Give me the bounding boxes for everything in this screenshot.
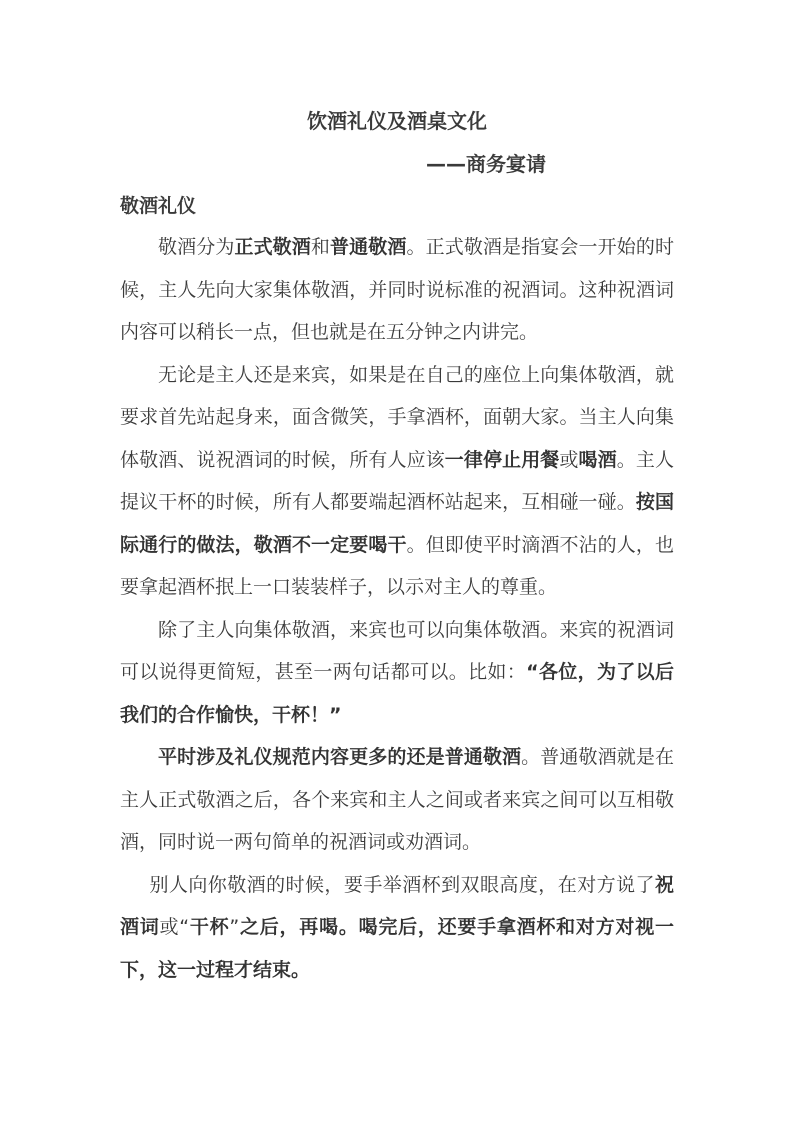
bold-text: 平时涉及礼仪规范内容更多的还是普通敬酒	[158, 746, 522, 768]
paragraph	[120, 354, 674, 609]
paragraph-text: 无论是主人还是来宾，如果是在自己的座位上向集体敬酒，就要求首先站起身来，面含微笑，手拿酒杯，面朝大家。当主人向集体敬酒、说祝酒词的时候，所有人应该	[120, 363, 674, 471]
bold-text: 喝酒	[578, 448, 617, 471]
document-subtitle: ——商务宴请	[426, 152, 546, 176]
paragraph-text: 或	[559, 448, 579, 471]
bold-text: “各位，为了以后我们的合作愉快，干杯！”	[120, 661, 674, 726]
bold-text: 干杯	[189, 916, 230, 938]
paragraph-text: 。普通敬酒就是在主人正式敬酒之后，各个来宾和主人之间或者来宾之间可以互相敬酒，同时说一两句简单的祝酒词或劝酒词。	[120, 746, 674, 853]
paragraph-text: 和	[310, 236, 331, 258]
paragraph-text: 敬酒分为	[158, 236, 235, 258]
document-title: 饮酒礼仪及酒桌文化	[307, 109, 487, 133]
paragraph	[120, 864, 674, 992]
paragraph-text: 。但即使平时滴酒不沾的人，也要拿起酒杯抿上一口装装样子，以示对主人的尊重。	[120, 533, 674, 598]
paragraph-text: 。主人提议干杯的时候，所有人都要端起酒杯站起来，互相碰一碰。	[120, 448, 674, 513]
paragraph	[120, 736, 674, 864]
bold-text: 一律停止用餐	[444, 448, 560, 471]
bold-text: 普通敬酒	[330, 236, 407, 258]
paragraph-text: ”	[229, 916, 240, 938]
paragraph-text: 。正式敬酒是指宴会一开始的时候，主人先向大家集体敬酒，并同时说标准的祝酒词。这种祝酒词内容可以稍长一点，但也就是在五分钟之内讲完。	[120, 236, 674, 343]
paragraph	[120, 226, 674, 354]
paragraph-text: 或“	[159, 916, 190, 938]
section-heading: 敬酒礼仪	[120, 195, 197, 217]
paragraph	[120, 609, 674, 737]
paragraph-text: 别人向你敬酒的时候，要手举酒杯到双眼高度，在对方说了	[149, 873, 655, 896]
bold-text: 之后，再喝。喝完后，还要手拿酒杯和对方对视一下，这一过程才结束。	[120, 916, 674, 981]
bold-text: 祝酒词	[120, 873, 674, 938]
paragraph-text: 除了主人向集体敬酒，来宾也可以向集体敬酒。来宾的祝酒词可以说得更简短，甚至一两句话都可以。比如：	[120, 618, 674, 683]
bold-text: 正式敬酒	[234, 236, 311, 258]
bold-text: 按国际通行的做法，敬酒不一定要喝干	[120, 491, 674, 556]
document-body	[120, 226, 674, 991]
